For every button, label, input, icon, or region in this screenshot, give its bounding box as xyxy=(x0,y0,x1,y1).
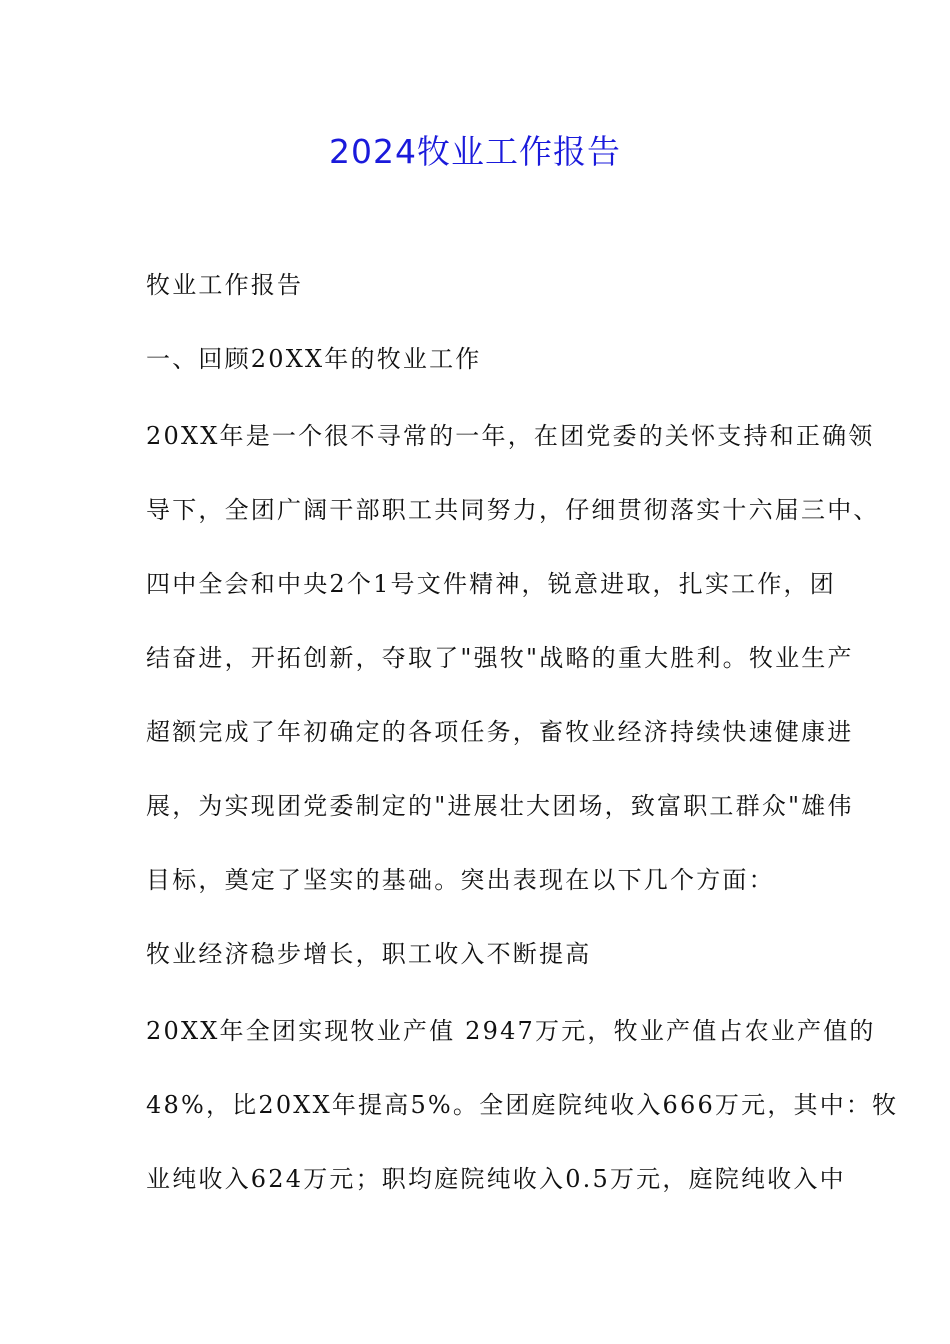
paragraph-line: 四中全会和中央2个1号文件精神，锐意进取，扎实工作，团 xyxy=(146,570,836,598)
subsection-heading: 一、回顾20XX年的牧业工作 xyxy=(146,345,482,373)
section-heading: 牧业工作报告 xyxy=(146,271,304,299)
subsection-heading: 牧业经济稳步增长，职工收入不断提高 xyxy=(146,940,592,968)
paragraph-line: 目标，奠定了坚实的基础。突出表现在以下几个方面： xyxy=(146,866,775,894)
document-title: 2024牧业工作报告 xyxy=(329,132,621,171)
paragraph-line: 展，为实现团党委制定的"进展壮大团场，致富职工群众"雄伟 xyxy=(146,792,854,820)
paragraph-line: 超额完成了年初确定的各项任务，畜牧业经济持续快速健康进 xyxy=(146,718,854,746)
paragraph-line: 导下，全团广阔干部职工共同努力，仔细贯彻落实十六届三中、 xyxy=(146,496,880,524)
paragraph-line: 结奋进，开拓创新，夺取了"强牧"战略的重大胜利。牧业生产 xyxy=(146,644,854,672)
paragraph-line: 48%，比20XX年提高5%。全团庭院纯收入666万元，其中：牧 xyxy=(146,1091,899,1119)
paragraph-line: 20XX年是一个很不寻常的一年，在团党委的关怀支持和正确领 xyxy=(146,422,875,450)
paragraph-line: 20XX年全团实现牧业产值 2947万元，牧业产值占农业产值的 xyxy=(146,1017,876,1045)
paragraph-line: 业纯收入624万元；职均庭院纯收入0.5万元，庭院纯收入中 xyxy=(146,1165,846,1193)
